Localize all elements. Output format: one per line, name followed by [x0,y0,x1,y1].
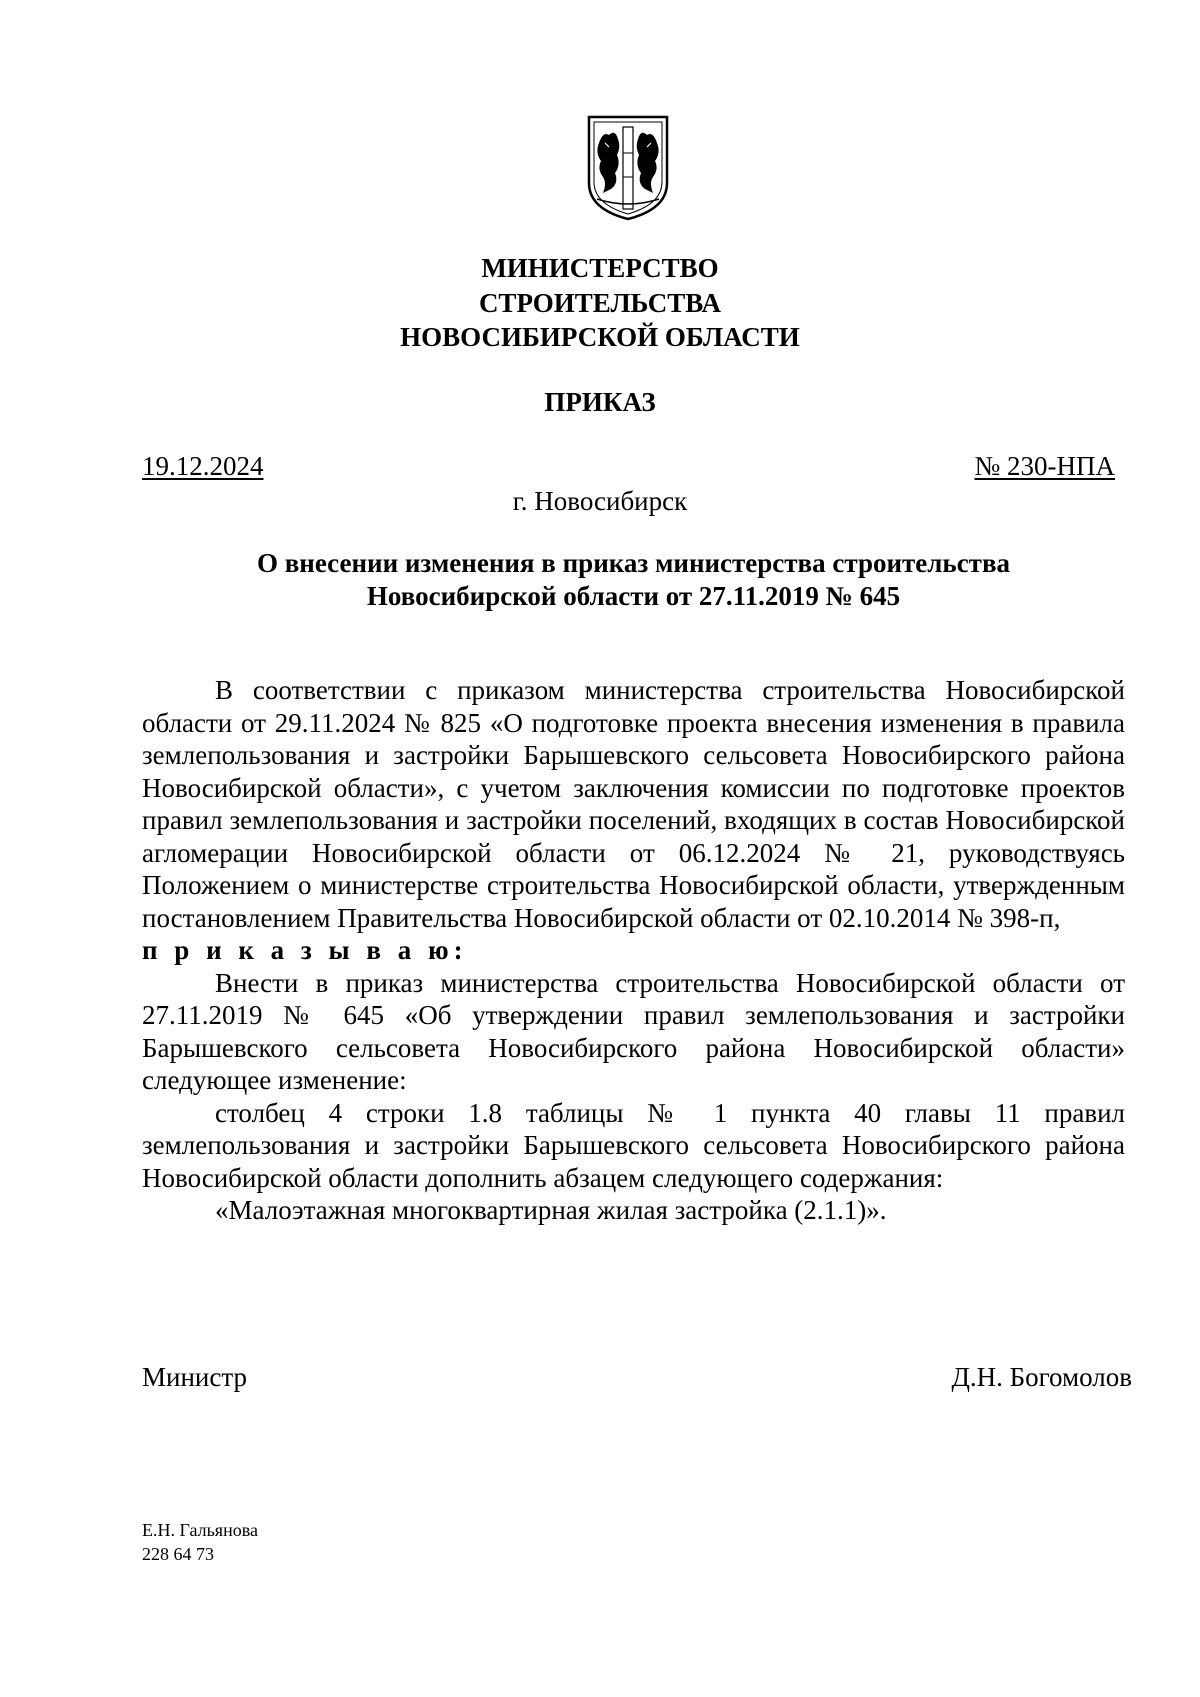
order-paragraph: Внести в приказ министерства строительства Новосибирской области от 27.11.2019 № 645 «Об утверждении правил землепользования и застройки Барышевского сельсовета Новосибирского района Новосибирской области» следующее изменение: [142,967,1125,1095]
signatory-name: Д.Н. Богомолов [951,1362,1132,1392]
document-date: 19.12.2024 [142,451,264,481]
document-title-line-1: О внесении изменения в приказ министерства строительства [256,548,1011,578]
executor-name: Е.Н. Гальянова [142,1520,258,1540]
ministry-name-line-1: МИНИСТЕРСТВО [481,253,719,283]
document-city: г. Новосибирск [512,486,688,516]
preamble-paragraph: В соответствии с приказом министерства строительства Новосибирской области от 29.11.2024 № 825 «О подготовке проекта внесения изменения в правила землепользования и застройки Барышевского сельсовета Новосибирского района Новосибирской области», с учетом заключения комиссии по подготовке проектов правил землепользования и застройки поселений, входящих в состав Новосибирской агломерации Новосибирской области от 06.12.2024 № 21, руководствуясь Положением о министерстве строительства Новосибирской области, утвержденным постановлением Правительства Новосибирской области от 02.10.2014 № 398-п, [142,675,1125,933]
signatory-role: Министр [142,1362,247,1392]
amendment-paragraph: столбец 4 строки 1.8 таблицы № 1 пункта 40 главы 11 правил землепользования и застройки Барышевского сельсовета Новосибирского района Новосибирской области дополнить абзацем следующего содержания: [142,1097,1125,1193]
order-word-text: п р и к а з ы в а ю: [142,935,468,965]
document-type: ПРИКАЗ [544,387,656,417]
amendment-text: «Малоэтажная многоквартирная жилая застройка (2.1.1)». [215,1195,887,1225]
executor-phone: 228 64 73 [142,1544,214,1564]
ministry-name-line-2: СТРОИТЕЛЬСТВА [478,288,722,318]
document-body [142,674,1125,1227]
document-title [142,547,1125,613]
coat-of-arms-icon [585,113,671,223]
ministry-name-line-3: НОВОСИБИРСКОЙ ОБЛАСТИ [400,322,800,352]
document-number: № 230-НПА [974,451,1115,481]
executor-block [142,1518,258,1566]
document-title-line-2: Новосибирской области от 27.11.2019 № 645 [366,581,901,611]
order-word [142,934,1125,967]
